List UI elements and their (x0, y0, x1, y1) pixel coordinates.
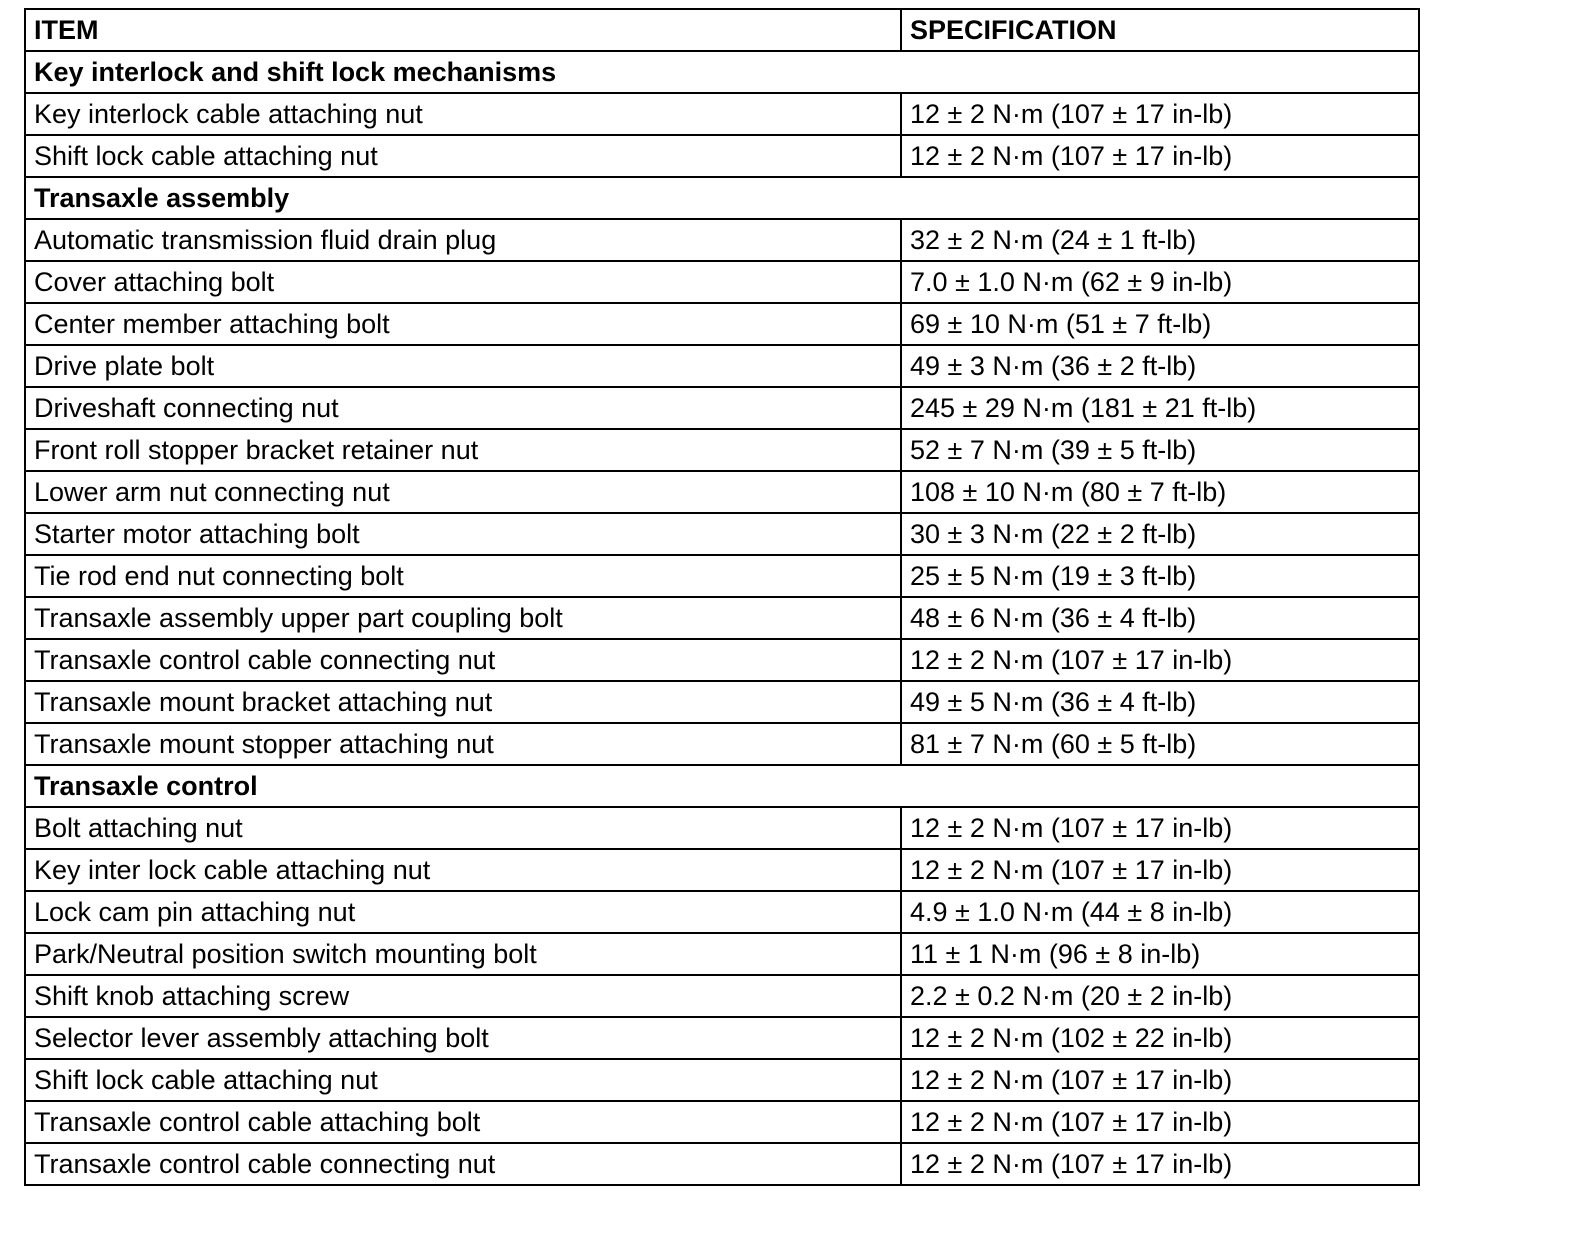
item-cell: Bolt attaching nut (25, 807, 901, 849)
table-row (25, 1059, 1419, 1101)
specification-cell: 81 ± 7 N·m (60 ± 5 ft-lb) (901, 723, 1419, 765)
item-cell: Front roll stopper bracket retainer nut (25, 429, 901, 471)
specification-cell: 48 ± 6 N·m (36 ± 4 ft-lb) (901, 597, 1419, 639)
specification-cell: 12 ± 2 N·m (102 ± 22 in-lb) (901, 1017, 1419, 1059)
item-cell: Starter motor attaching bolt (25, 513, 901, 555)
table-row (25, 261, 1419, 303)
section-header-row (25, 177, 1419, 219)
specification-cell: 69 ± 10 N·m (51 ± 7 ft-lb) (901, 303, 1419, 345)
item-cell: Key inter lock cable attaching nut (25, 849, 901, 891)
item-cell: Cover attaching bolt (25, 261, 901, 303)
table-row (25, 93, 1419, 135)
section-title: Transaxle assembly (25, 177, 1419, 219)
table-row (25, 471, 1419, 513)
item-cell: Transaxle control cable attaching bolt (25, 1101, 901, 1143)
section-title: Key interlock and shift lock mechanisms (25, 51, 1419, 93)
table-body (25, 51, 1419, 1185)
table-row (25, 135, 1419, 177)
item-cell: Shift lock cable attaching nut (25, 135, 901, 177)
specification-cell: 25 ± 5 N·m (19 ± 3 ft-lb) (901, 555, 1419, 597)
item-cell: Tie rod end nut connecting bolt (25, 555, 901, 597)
item-cell: Center member attaching bolt (25, 303, 901, 345)
table-row (25, 513, 1419, 555)
specification-cell: 245 ± 29 N·m (181 ± 21 ft-lb) (901, 387, 1419, 429)
item-cell: Park/Neutral position switch mounting bolt (25, 933, 901, 975)
item-cell: Drive plate bolt (25, 345, 901, 387)
item-cell: Driveshaft connecting nut (25, 387, 901, 429)
specification-cell: 7.0 ± 1.0 N·m (62 ± 9 in-lb) (901, 261, 1419, 303)
table-row (25, 849, 1419, 891)
table-row (25, 933, 1419, 975)
table-row (25, 1101, 1419, 1143)
table-row (25, 555, 1419, 597)
section-header-row (25, 765, 1419, 807)
table-row (25, 891, 1419, 933)
specification-cell: 30 ± 3 N·m (22 ± 2 ft-lb) (901, 513, 1419, 555)
specification-cell: 11 ± 1 N·m (96 ± 8 in-lb) (901, 933, 1419, 975)
item-cell: Key interlock cable attaching nut (25, 93, 901, 135)
specification-cell: 12 ± 2 N·m (107 ± 17 in-lb) (901, 135, 1419, 177)
table-row (25, 1143, 1419, 1185)
table-row (25, 219, 1419, 261)
torque-specification-table (24, 8, 1420, 1186)
item-cell: Shift lock cable attaching nut (25, 1059, 901, 1101)
table-row (25, 1017, 1419, 1059)
specification-cell: 32 ± 2 N·m (24 ± 1 ft-lb) (901, 219, 1419, 261)
specification-cell: 108 ± 10 N·m (80 ± 7 ft-lb) (901, 471, 1419, 513)
table-row (25, 975, 1419, 1017)
item-cell: Transaxle mount bracket attaching nut (25, 681, 901, 723)
section-title: Transaxle control (25, 765, 1419, 807)
specification-cell: 12 ± 2 N·m (107 ± 17 in-lb) (901, 807, 1419, 849)
table-row (25, 597, 1419, 639)
section-header-row (25, 51, 1419, 93)
table-header-row (25, 9, 1419, 51)
item-cell: Lock cam pin attaching nut (25, 891, 901, 933)
table-row (25, 723, 1419, 765)
specification-cell: 2.2 ± 0.2 N·m (20 ± 2 in-lb) (901, 975, 1419, 1017)
item-cell: Selector lever assembly attaching bolt (25, 1017, 901, 1059)
specification-cell: 12 ± 2 N·m (107 ± 17 in-lb) (901, 1101, 1419, 1143)
specification-cell: 12 ± 2 N·m (107 ± 17 in-lb) (901, 849, 1419, 891)
specification-cell: 52 ± 7 N·m (39 ± 5 ft-lb) (901, 429, 1419, 471)
item-cell: Transaxle control cable connecting nut (25, 639, 901, 681)
table-row (25, 681, 1419, 723)
specification-cell: 49 ± 3 N·m (36 ± 2 ft-lb) (901, 345, 1419, 387)
item-column-header: ITEM (25, 9, 901, 51)
specification-cell: 12 ± 2 N·m (107 ± 17 in-lb) (901, 639, 1419, 681)
item-cell: Transaxle mount stopper attaching nut (25, 723, 901, 765)
item-cell: Shift knob attaching screw (25, 975, 901, 1017)
table-row (25, 639, 1419, 681)
specification-cell: 12 ± 2 N·m (107 ± 17 in-lb) (901, 93, 1419, 135)
table-row (25, 345, 1419, 387)
item-cell: Transaxle assembly upper part coupling bolt (25, 597, 901, 639)
table-row (25, 807, 1419, 849)
item-cell: Lower arm nut connecting nut (25, 471, 901, 513)
specification-cell: 4.9 ± 1.0 N·m (44 ± 8 in-lb) (901, 891, 1419, 933)
item-cell: Automatic transmission fluid drain plug (25, 219, 901, 261)
specification-cell: 12 ± 2 N·m (107 ± 17 in-lb) (901, 1143, 1419, 1185)
specification-cell: 12 ± 2 N·m (107 ± 17 in-lb) (901, 1059, 1419, 1101)
table-row (25, 387, 1419, 429)
table-row (25, 429, 1419, 471)
specification-cell: 49 ± 5 N·m (36 ± 4 ft-lb) (901, 681, 1419, 723)
item-cell: Transaxle control cable connecting nut (25, 1143, 901, 1185)
table-row (25, 303, 1419, 345)
specification-column-header: SPECIFICATION (901, 9, 1419, 51)
